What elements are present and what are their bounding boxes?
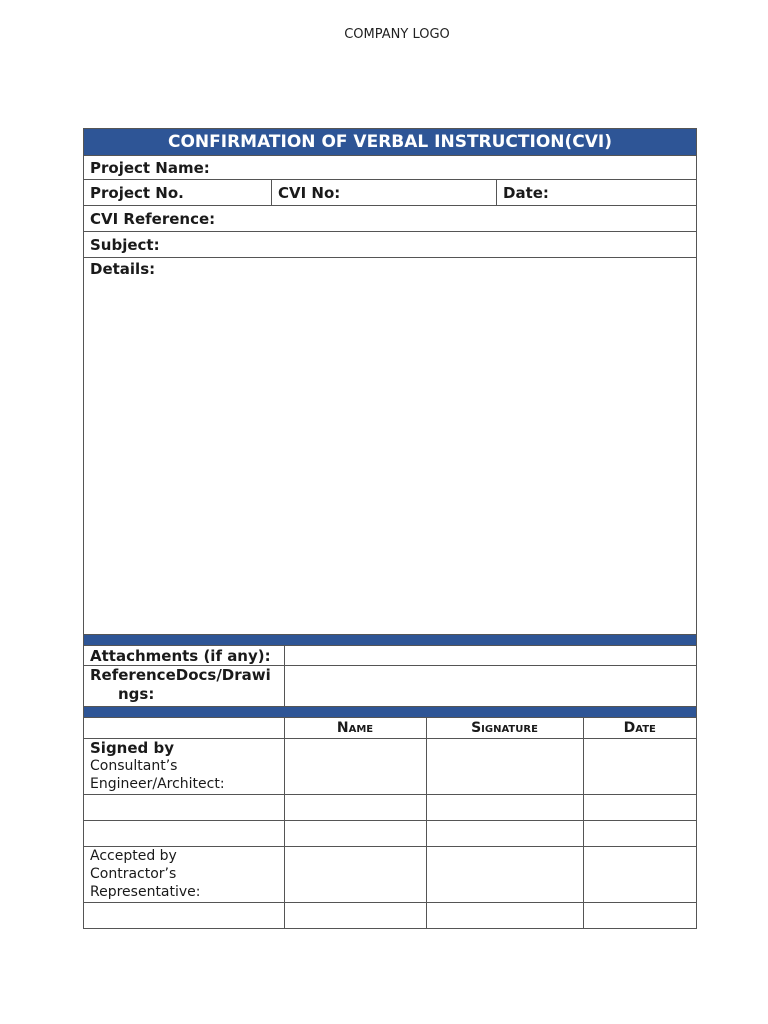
date-field[interactable]	[496, 180, 696, 205]
column-header-date: Date	[583, 718, 696, 739]
section-divider-2	[84, 707, 696, 718]
consultant-date-field[interactable]	[583, 739, 696, 795]
reference-docs-field[interactable]	[284, 666, 696, 706]
blank-label-cell	[84, 795, 284, 821]
table-row	[84, 847, 696, 903]
project-name-field[interactable]	[84, 156, 696, 179]
attachments-field[interactable]	[284, 646, 696, 665]
date-field[interactable]	[583, 903, 696, 929]
project-no-label: Project No.	[90, 183, 184, 202]
signed-by-line2: Engineer/Architect:	[90, 776, 225, 792]
project-name-label: Project Name:	[90, 158, 210, 177]
details-row	[84, 258, 696, 635]
reference-docs-label: ReferenceDocs/Drawi	[90, 666, 271, 684]
cvi-form	[83, 128, 697, 929]
signature-header-row	[84, 718, 696, 739]
accepted-line2: Contractor’s	[90, 866, 177, 882]
date-label: Date:	[503, 183, 549, 202]
reference-docs-row	[84, 666, 696, 707]
section-divider	[84, 635, 696, 646]
subject-label: Subject:	[90, 235, 160, 254]
subject-row	[84, 232, 696, 258]
form-title: CONFIRMATION OF VERBAL INSTRUCTION(CVI)	[84, 129, 696, 156]
attachments-label-cell	[84, 646, 284, 665]
table-row	[84, 795, 696, 821]
table-row	[84, 903, 696, 929]
contractor-name-field[interactable]	[284, 847, 426, 903]
consultant-signature-field[interactable]	[426, 739, 583, 795]
cvi-reference-row	[84, 206, 696, 232]
date-field[interactable]	[583, 795, 696, 821]
name-field[interactable]	[284, 903, 426, 929]
signature-field[interactable]	[426, 903, 583, 929]
project-no-field[interactable]	[84, 180, 271, 205]
project-info-row	[84, 180, 696, 206]
cvi-no-label: CVI No:	[278, 183, 341, 202]
column-header-blank	[84, 718, 284, 739]
signature-table	[84, 718, 696, 928]
details-field[interactable]	[84, 258, 696, 634]
subject-field[interactable]	[84, 232, 696, 257]
name-field[interactable]	[284, 821, 426, 847]
cvi-reference-label: CVI Reference:	[90, 209, 216, 228]
column-header-name: Name	[284, 718, 426, 739]
signed-by-title: Signed by	[90, 739, 175, 757]
signed-by-line1: Consultant’s	[90, 758, 178, 774]
accepted-by-cell	[84, 847, 284, 903]
project-name-row	[84, 156, 696, 180]
cvi-reference-field[interactable]	[84, 206, 696, 231]
name-field[interactable]	[284, 795, 426, 821]
contractor-date-field[interactable]	[583, 847, 696, 903]
blank-label-cell	[84, 903, 284, 929]
reference-docs-label-cell	[84, 666, 284, 706]
details-label: Details:	[90, 260, 156, 278]
column-header-signature: Signature	[426, 718, 583, 739]
signed-by-cell	[84, 739, 284, 795]
blank-label-cell	[84, 821, 284, 847]
signature-field[interactable]	[426, 795, 583, 821]
accepted-line3: Representative:	[90, 884, 201, 900]
table-row	[84, 739, 696, 795]
attachments-label: Attachments (if any):	[90, 646, 271, 665]
date-field[interactable]	[583, 821, 696, 847]
contractor-signature-field[interactable]	[426, 847, 583, 903]
cvi-no-field[interactable]	[271, 180, 496, 205]
reference-docs-label-cont: ngs:	[118, 685, 155, 703]
table-row	[84, 821, 696, 847]
consultant-name-field[interactable]	[284, 739, 426, 795]
accepted-line1: Accepted by	[90, 848, 177, 864]
company-logo-text: COMPANY LOGO	[344, 27, 450, 42]
signature-field[interactable]	[426, 821, 583, 847]
attachments-row	[84, 646, 696, 666]
